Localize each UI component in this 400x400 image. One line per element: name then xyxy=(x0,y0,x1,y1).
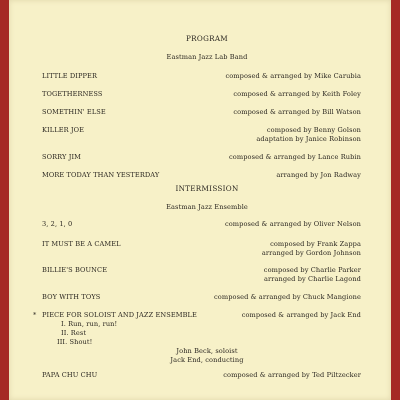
piece-credit: composed by Charlie Parker xyxy=(263,266,361,274)
movement: II. Rest xyxy=(61,329,87,337)
piece-credit: composed & arranged by Chuck Mangione xyxy=(214,293,361,301)
program-page xyxy=(9,0,391,400)
intermission-heading: INTERMISSION xyxy=(175,184,239,193)
ensemble-name: Eastman Jazz Ensemble xyxy=(166,203,248,211)
piece-credit: composed by Frank Zappa xyxy=(270,240,361,248)
program-heading: PROGRAM xyxy=(186,34,228,43)
piece-credit: composed & arranged by Ted Piltzecker xyxy=(223,371,361,379)
piece-title: MORE TODAY THAN YESTERDAY xyxy=(42,171,160,179)
piece-title: KILLER JOE xyxy=(42,126,85,134)
piece-credit: composed & arranged by Jack End xyxy=(241,311,361,319)
piece-credit: composed & arranged by Mike Carubia xyxy=(225,72,361,80)
piece-credit: composed & arranged by Oliver Nelson xyxy=(224,220,361,228)
piece-title: IT MUST BE A CAMEL xyxy=(42,240,121,248)
piece-credit-secondary: arranged by Gordon Johnson xyxy=(261,249,361,257)
piece-credit-secondary: adaptation by Janice Robinson xyxy=(256,135,361,143)
soloist-credit: John Beck, soloist xyxy=(176,347,238,355)
piece-credit: composed by Benny Golson xyxy=(266,126,361,134)
movement: III. Shout! xyxy=(57,338,93,346)
piece-title: SOMETHIN' ELSE xyxy=(42,108,106,116)
piece-credit: arranged by Jon Radway xyxy=(276,171,361,179)
movement: I. Run, run, run! xyxy=(61,320,118,328)
ensemble-name: Eastman Jazz Lab Band xyxy=(166,53,248,61)
piece-credit: composed & arranged by Bill Watson xyxy=(233,108,361,116)
premiere-marker: * xyxy=(33,311,37,319)
piece-title: SORRY JIM xyxy=(42,153,81,161)
conductor-credit: Jack End, conducting xyxy=(170,356,244,364)
piece-title: PIECE FOR SOLOIST AND JAZZ ENSEMBLE xyxy=(42,311,197,319)
piece-title: 3, 2, 1, 0 xyxy=(42,220,73,228)
piece-title: BOY WITH TOYS xyxy=(42,293,101,301)
piece-title: PAPA CHU CHU xyxy=(42,371,98,379)
piece-title: LITTLE DIPPER xyxy=(42,72,98,80)
piece-title: BILLIE'S BOUNCE xyxy=(42,266,108,274)
piece-credit: composed & arranged by Keith Foley xyxy=(233,90,361,98)
piece-credit-secondary: arranged by Charlie Lagond xyxy=(263,275,361,283)
piece-credit: composed & arranged by Lance Rubin xyxy=(228,153,361,161)
piece-title: TOGETHERNESS xyxy=(42,90,103,98)
